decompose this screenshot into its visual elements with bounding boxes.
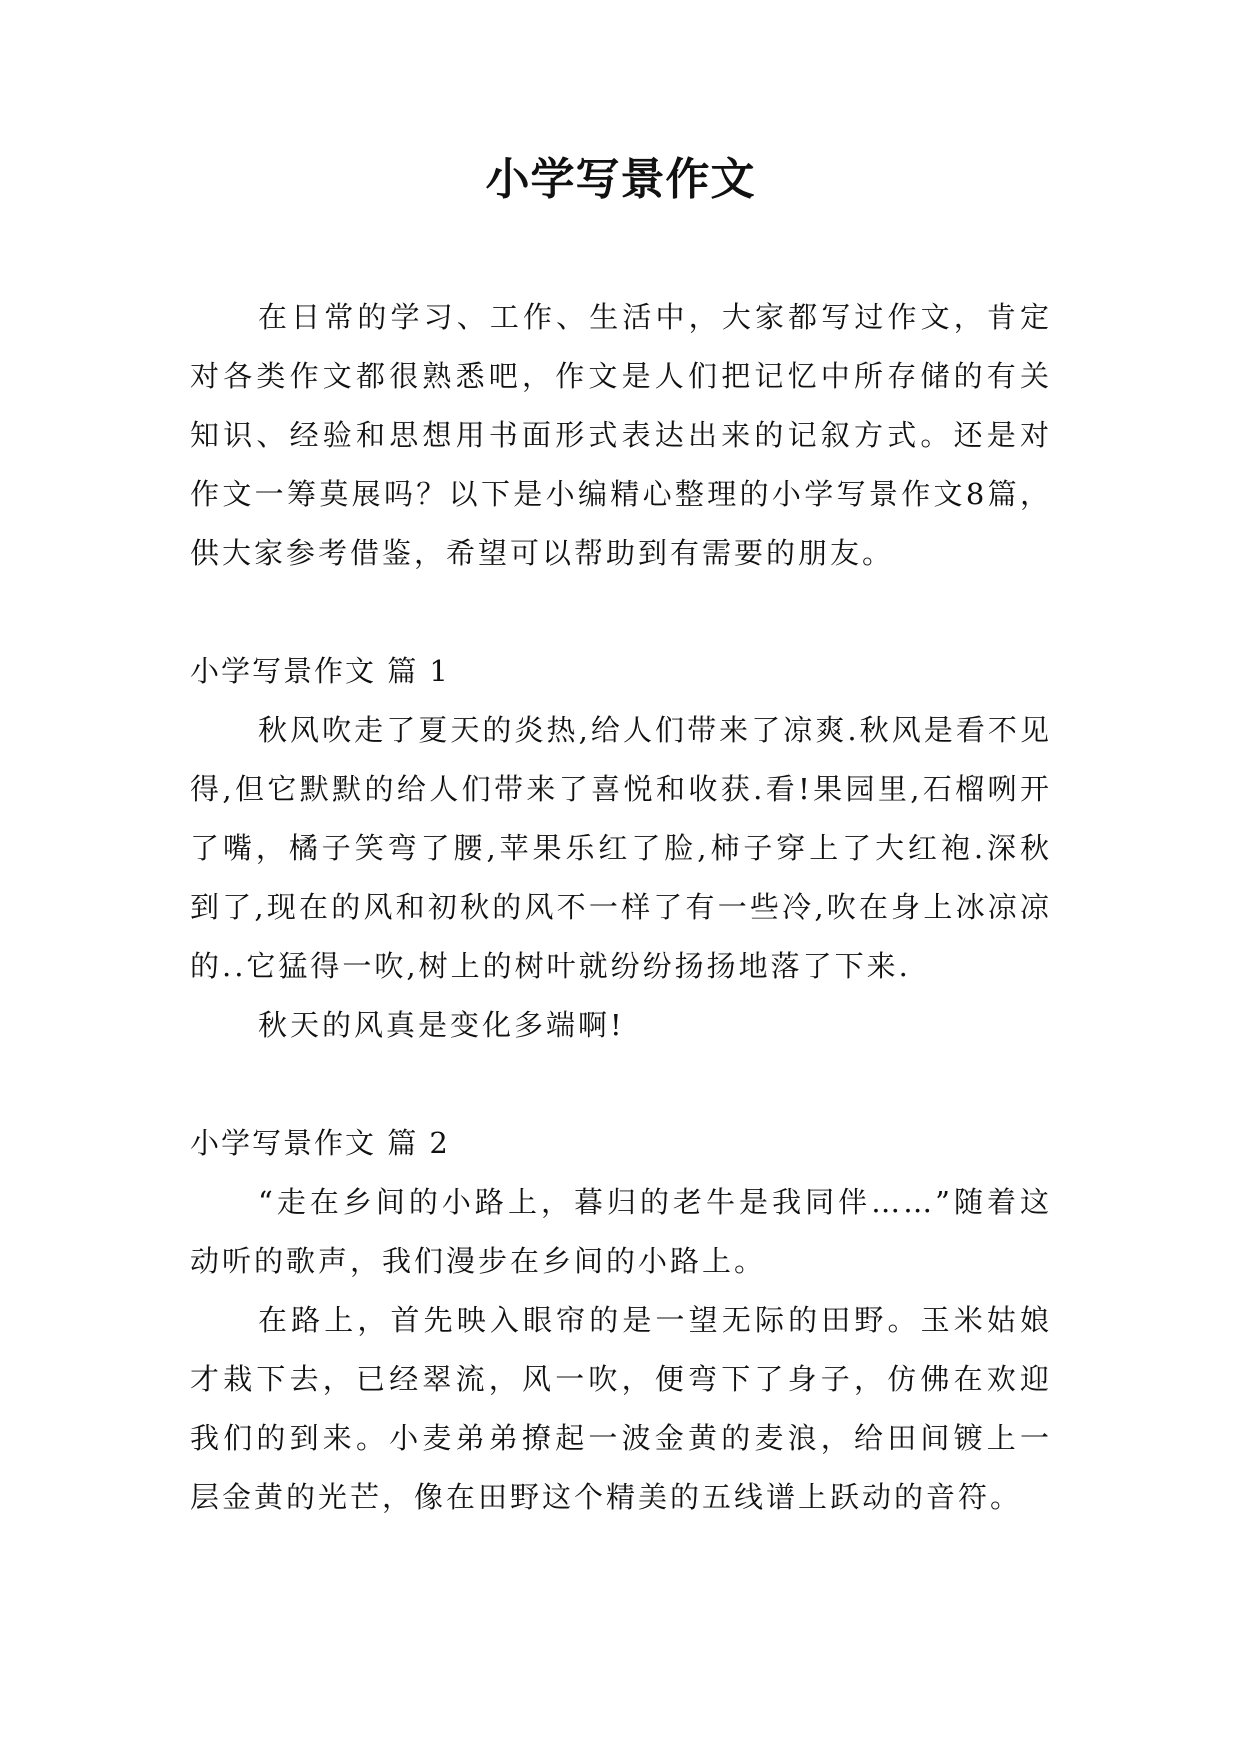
body-paragraph: 在路上，首先映入眼帘的是一望无际的田野。玉米姑娘才栽下去，已经翠流，风一吹，便弯下了身子，仿佛在欢迎我们的到来。小麦弟弟撩起一波金黄的麦浪，给田间镀上一层金黄的光芒，像在田野这个精美的五线谱上跃动的音符。: [190, 1303, 1052, 1514]
section-spacer: [190, 583, 1052, 642]
section-spacer: [190, 1055, 1052, 1114]
document-body: [190, 288, 1052, 1527]
section-2: [190, 1114, 1052, 1527]
body-paragraph: “走在乡间的小路上，暮归的老牛是我同伴……”随着这动听的歌声，我们漫步在乡间的小路上。: [190, 1185, 1052, 1278]
section-1: [190, 642, 1052, 1055]
section-heading: 小学写景作文 篇 2: [190, 1126, 450, 1160]
intro-paragraph: 在日常的学习、工作、生活中，大家都写过作文，肯定对各类作文都很熟悉吧，作文是人们把记忆中所存储的有关知识、经验和思想用书面形式表达出来的记叙方式。还是对作文一筹莫展吗？以下是小编精心整理的小学写景作文8篇，供大家参考借鉴，希望可以帮助到有需要的朋友。: [190, 300, 1052, 570]
body-paragraph: 秋风吹走了夏天的炎热,给人们带来了凉爽.秋风是看不见得,但它默默的给人们带来了喜悦和收获.看!果园里,石榴咧开了嘴，橘子笑弯了腰,苹果乐红了脸,柿子穿上了大红袍.深秋到了,现在的风和初秋的风不一样了有一些冷,吹在身上冰凉凉的..它猛得一吹,树上的树叶就纷纷扬扬地落了下来.: [190, 713, 1052, 983]
section-heading: 小学写景作文 篇 1: [190, 654, 450, 688]
body-paragraph: 秋天的风真是变化多端啊!: [258, 1008, 625, 1042]
document-title: 小学写景作文: [485, 154, 756, 205]
